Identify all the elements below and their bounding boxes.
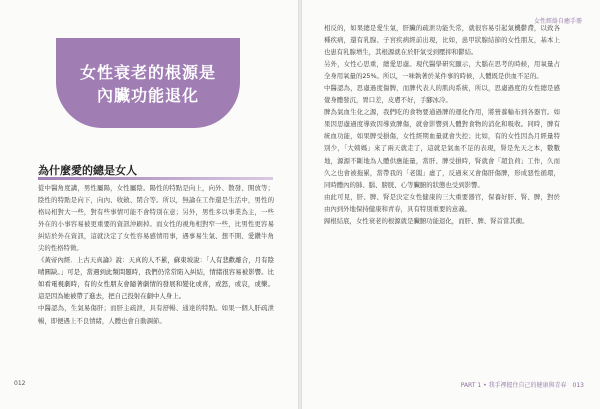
left-paragraph-3: 中醫認為，生氣易傷肝；而肝主疏泄，具有舒暢、通達的特點。如果一個人肝疏泄暢，即便遇上不良情緒，人體也會自動調節。 bbox=[38, 304, 274, 325]
left-body-text bbox=[38, 182, 274, 327]
right-paragraph-5: 由此可見，肝、脾、腎是決定女性健康的三大重要器官，保養好肝、腎、脾，對於由內到外地保持健康和青春，具有特別重要的意義。 bbox=[324, 192, 560, 213]
right-paragraph-1: 相反的，如果總是愛生氣，肝臟的疏泄功能失常，就很容易引起氣機鬱滯，以致各種疾病，還有乳腺、子宮疾病經前出現，比如，患甲狀腺結節的女性朋友，基本上也患有乳腺增生，其根源就在於肝氣受到壓抑和鬱結。 bbox=[324, 24, 560, 57]
right-paragraph-6: 歸根結底，女性衰老的根源就是臟腑功能退化，而肝、脾、腎首當其衝。 bbox=[324, 216, 529, 225]
page-number-left: 012 bbox=[14, 380, 26, 387]
left-paragraph-1: 從中醫角度講，男性屬陽，女性屬陰。陽性的特點是向上，向外、散發、開放等；陰性的特點是向下，向內、收斂、閉合等。所以，無論在工作還是生活中，男性的格局相對大一些，對有些事情可能不會特別在意；另外，男性多以事業為主，一些外在的小事容易被更重要的資訊沖刷掉。而女性的視角相對窄一些，比男性更容易糾結於外在資訊，這就決定了女性容易感情用事，遇事易生氣、想不開、愛鑽牛角尖的性格特徵。 bbox=[38, 184, 274, 253]
right-body-text bbox=[324, 22, 560, 227]
right-paragraph-3: 中醫認為，思慮過度傷脾，而脾代表人的肌肉系統，所以，思慮過度的女性總是感覺身體發沉，胃口差，皮膚不好，手腳冰冷。 bbox=[324, 84, 560, 105]
right-paragraph-4: 脾為氣血生化之源，我們吃的食物要通過脾的運化作用，將營養輸布到各器官。如果因思慮過度導致因導致脾傷，就會影響到人體對食物的消化和吸收。同時，脾有統血功能，如果脾受損傷，女性經期血量就會失控；比如，有的女性因為月經量特別少，「大姨媽」來了兩天就走了，這就是氣血不足的表現，腎是先天之本，數數地，源源不斷地為人體供應能量，當肝、脾受損時，腎就會「超負荷」工作，久而久之也會被拖累，當帶我的「老闆」虛了，反過來又會傷肝傷脾，形成惡性循環，同時體內的肺、腦、膀胱、心等臟腑的狀態也受到影響。 bbox=[324, 108, 560, 189]
chapter-title-line-1: 女性衰老的根源是 bbox=[79, 63, 216, 82]
chapter-title-banner bbox=[56, 38, 240, 128]
heading-underline bbox=[38, 177, 273, 180]
left-paragraph-2: 《黃帝內經．上古天真論》說：天真的人不累，蘇東坡說：「人有悲歡離合，月有陰晴圓缺。」可是，當遇到此類問題時，我們仍常常陷入糾結，情緒很容易被影響。比如看電視劇時，有的女性朋友會隨著劇情的發展和變化或喜，或怒，或哀，或樂。這是因為她被帶了進去，把自己投射在劇中人身上。 bbox=[38, 256, 274, 301]
running-footer: PART 1 • 我手裡握住自己的健康與青春 013 bbox=[460, 382, 584, 389]
right-paragraph-2: 另外，女性心思重，總愛思慮。現代醫學研究顯示，大腦在思考的時候，用氧量占全身用氧量的25%。所以，一味執著於某件事的時候，人體既是供血不足的。 bbox=[324, 60, 560, 81]
section-heading: 為什麼愛的總是女人 bbox=[38, 164, 137, 177]
right-page bbox=[302, 0, 600, 409]
left-page bbox=[0, 0, 298, 409]
running-header: 女性經絡自癒手冊 bbox=[533, 18, 582, 25]
chapter-title-line-2: 內臟功能退化 bbox=[96, 86, 199, 105]
